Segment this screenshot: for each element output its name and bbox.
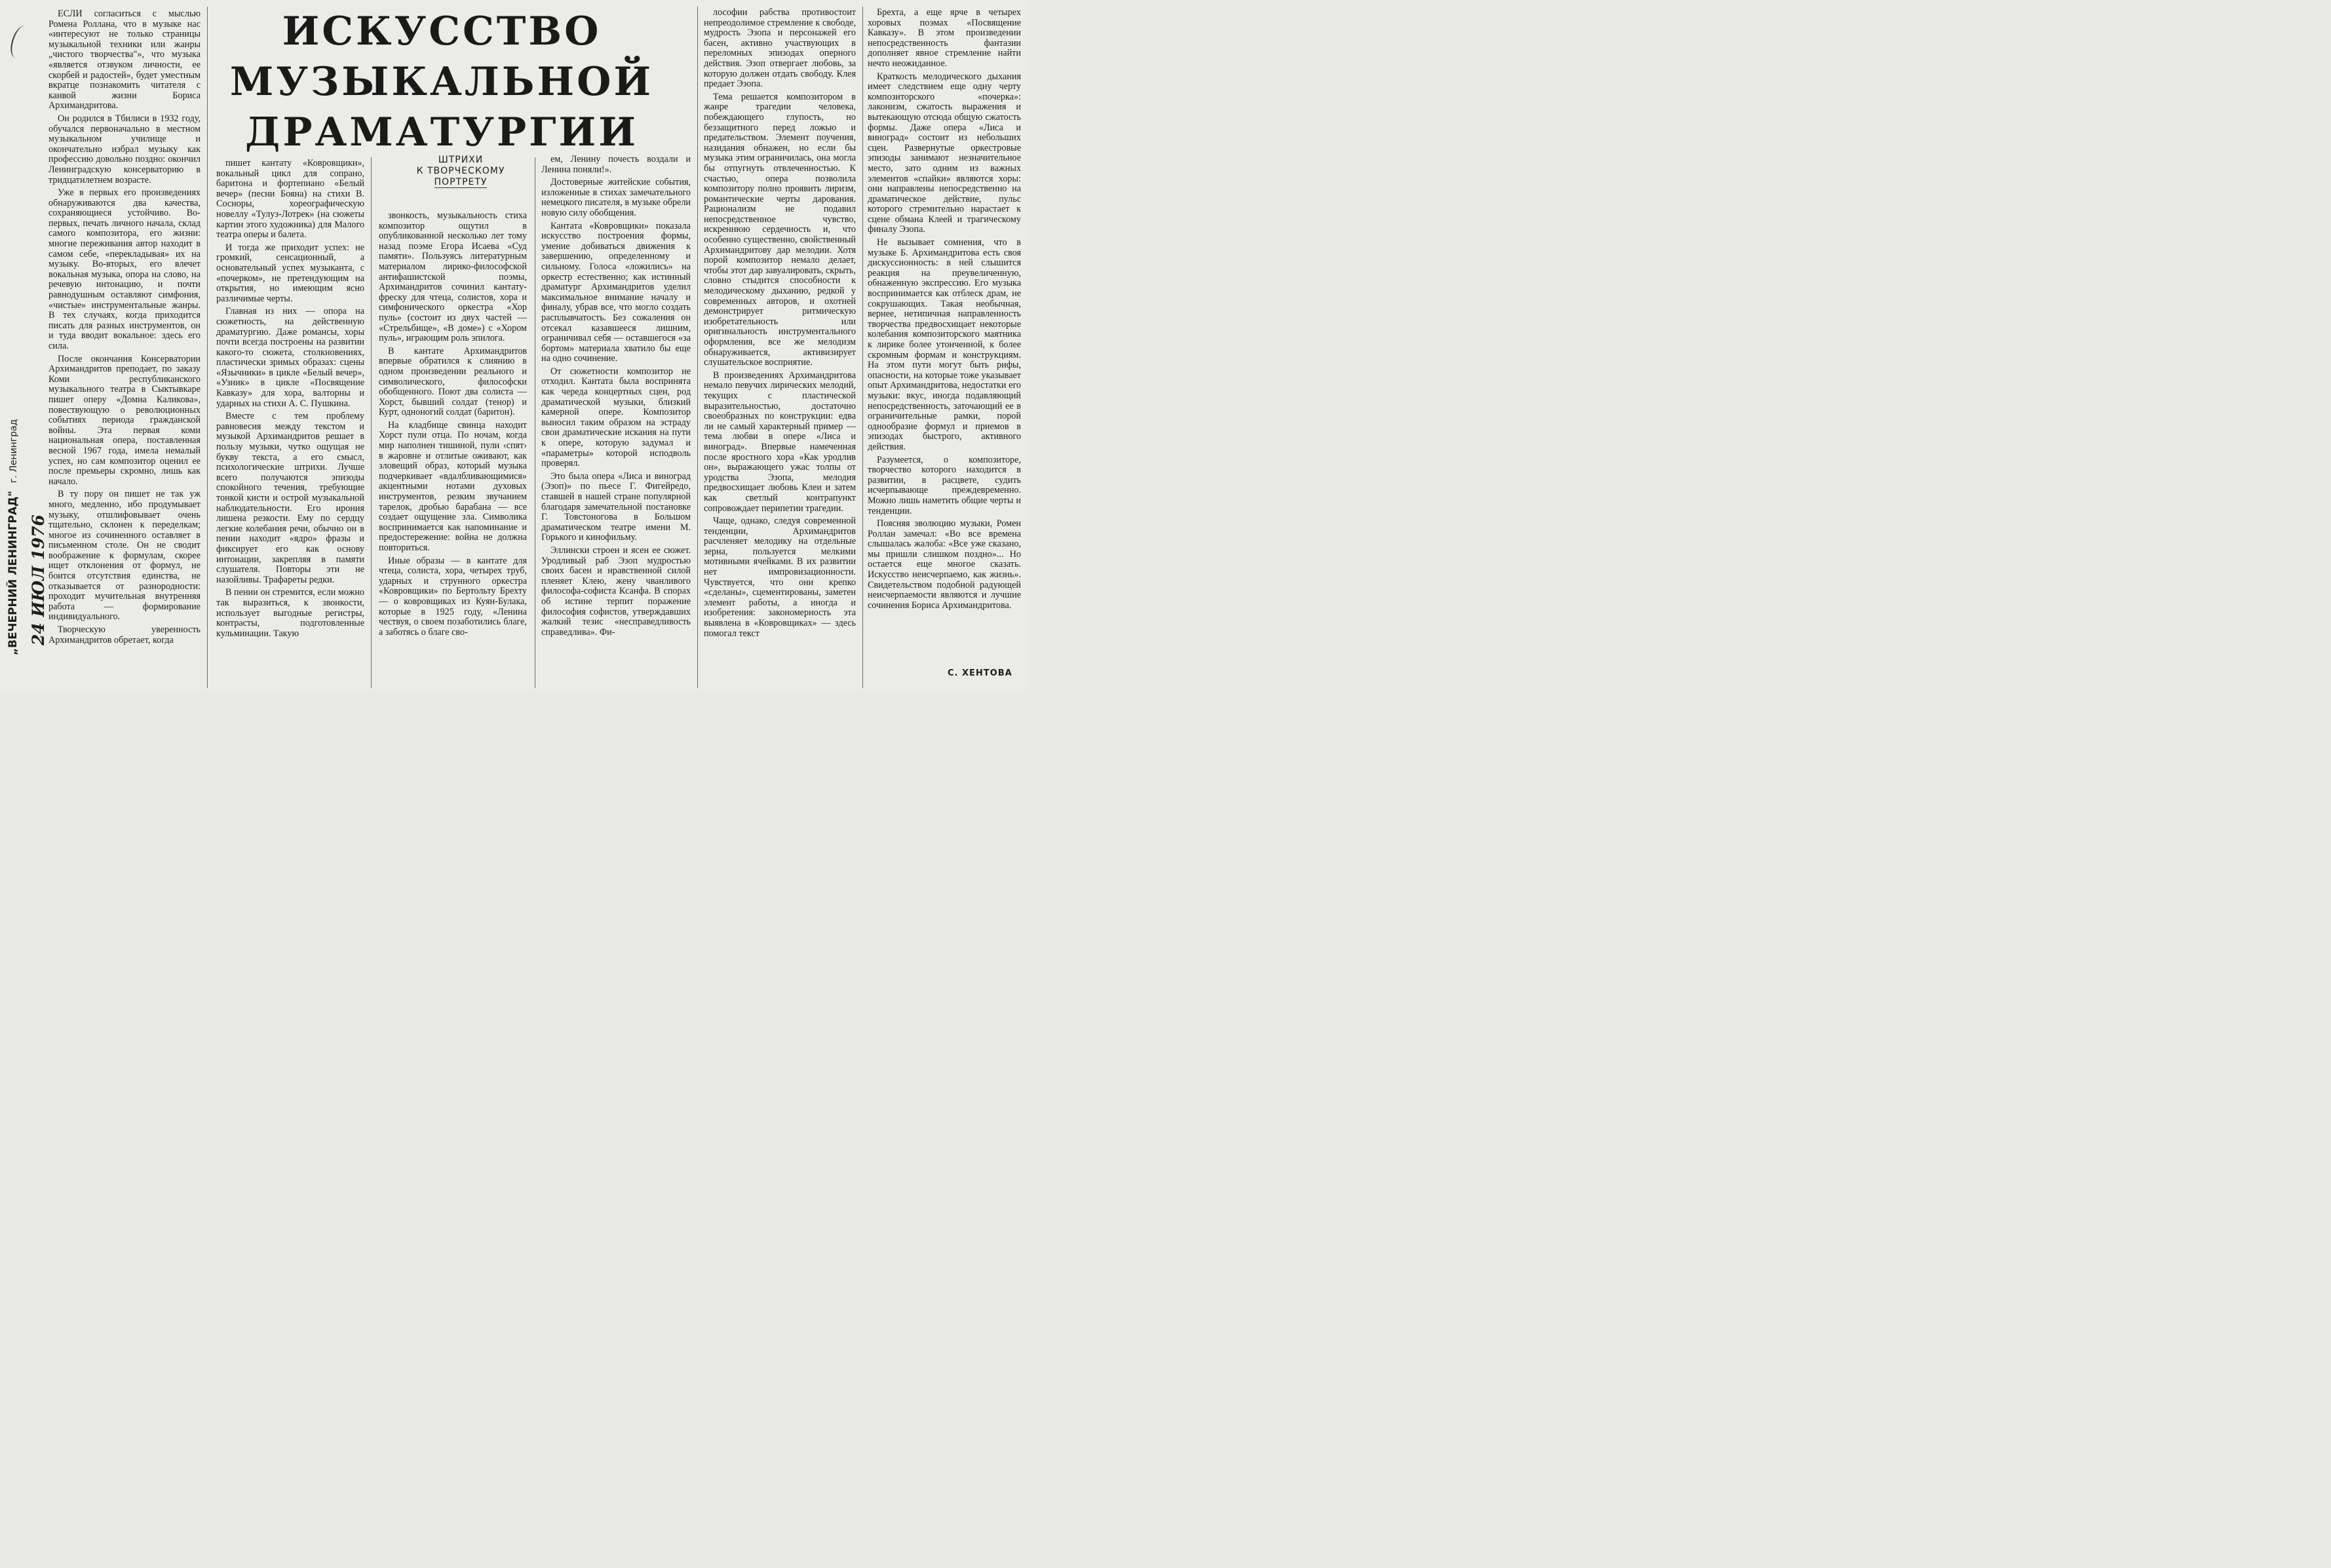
column-paragraph: Тема решается композитором в жанре трагедии человека, побеждающего глупость, но беззащитного перед ложью и предательством. Элемент поучения, назидания обнажен, но если бы музыка этим ограничилась, она могла бы отпугнуть отвлеченностью. К счастью, опера позволила композитору полно проявить лиризм, романтические черты дарования. Рационализм не подавил непосредственное чувство, искреннюю сердечность и, что особенно существенно, свойственный Архимандритову дар мелодии. Хотя порой композитор немало делает, чтобы этот дар завуалировать, скрыть, словно стыдится способности к мелодическому дыханию, редкой у современных авторов, и охотней демонстрирует ритмическую изобретательность или оригинальность инструментального оформления, все же мелодизм обнаруживается, активизирует слушательское восприятие. xyxy=(704,91,856,368)
column-paragraph: В пении он стремится, если можно так выразиться, к звонкости, использует выгодные регистры, контрасты, подготовленные кульминации. Такую xyxy=(216,587,364,639)
column-paragraph: Брехта, а еще ярче в четырех хоровых поэмах «Посвящение Кавказу». В этом произведении непосредственность фантазии дополняет явное стремление найти нечто неожиданное. xyxy=(868,8,1021,69)
headline-line: ИСКУССТВО xyxy=(282,9,602,54)
newspaper-clipping xyxy=(0,0,1028,691)
column-paragraph: В ту пору он пишет не так уж много, медленно, ибо продумывает музыку, отшлифовывает очень тщательно, склонен к переделкам; многое из сочиненного оставляет в письменном столе. Он не сводит воображение к формулам, скорее ищет отклонения от формул, не боится отсутствия единства, не отказывается от разнородности: проходит мучительная внутренняя работа — формирование индивидуального. xyxy=(48,489,201,622)
column-paragraph: После окончания Консерватории Архимандритов преподает, по заказу Коми республиканского музыкального театра в Сыктывкаре пишет оперу «Домна Каликова», повествующую о революционных событиях периода гражданской войны. Эта первая коми национальная опера, поставленная весной 1967 года, имела немалый успех, но сам композитор оценил ее после премьеры скромно, лишь как начало. xyxy=(48,353,201,487)
column-paragraph: Чаще, однако, следуя современной тенденции, Архимандритов расчленяет мелодику на отдельные зерна, пользуется мелкими мотивными ячейками. В их развитии нет импровизационности. Чувствуется, что они крепко «сделаны», сцементированы, заметен элемент работы, а иногда и изобретения: закономерность эта выявлена в «Ковровщиках» — здесь помогал текст xyxy=(704,516,856,639)
column-paragraph: ем, Ленину почесть воздали и Ленина поняли!». xyxy=(541,155,691,175)
pencil-mark xyxy=(9,24,33,61)
subtitle-line-text: ПОРТРЕТУ xyxy=(434,177,488,187)
column-paragraph: пишет кантату «Ковровщики», вокальный цикл для сопрано, баритона и фортепиано «Белый вечер» (песни Бояна) на стихи В. Сосноры, хореографическую новеллу «Тулуз-Лотрек» (на сюжеты картин этого художника) для Малого театра оперы и балета. xyxy=(216,159,364,240)
stamp-city: г. Ленинград xyxy=(9,419,19,484)
column-paragraph: Поясняя эволюцию музыки, Ромен Роллан замечал: «Во все времена слышалась жалоба: «Все уже сказано, мы пришли слишком поздно»... Но остается еще многое сказать. Искусство неисчерпаемо, как жизнь». Свидетельством подобной радующей неисчерпаемости являются и лучшие сочинения Бориса Архимандритова. xyxy=(868,518,1021,611)
newspaper-stamp xyxy=(7,419,20,655)
date-stamp: 24 ИЮЛ 1976 xyxy=(29,514,48,645)
headline-line: ДРАМАТУРГИИ xyxy=(245,109,638,155)
column-paragraph: Не вызывает сомнения, что в музыке Б. Архимандритова есть своя дискуссионность: в ней слышится реакция на преувеличенную, обнаженную экспрессию. Его музыка воспринимается как отблеск драм, не сокрушающих. Такая необычная, вернее, нетипичная направленность творчества предвосхищает некоторые колебания композиторского маятника к лирике более утонченной, к более скромным формам и конструкциям. На этом пути могут быть рифы, опасности, на которые тоже указывает опыт Архимандритова, недостатки его музыки: вкус, иногда подавляющий непосредственность, заточающий ее в ограничительные рамки, порой однообразие формул и приемов в эпизодах быстрого, активного действия. xyxy=(868,237,1021,452)
column-6 xyxy=(868,8,1021,663)
column-1 xyxy=(48,9,201,684)
column-paragraph: Главная из них — опора на сюжетность, на действенную драматургию. Даже романсы, хоры почти всегда построены на развитии какого-то сюжета, столкновениях, пластически зримых образах: сцены «Язычники» в цикле «Белый вечер», «Узник» в цикле «Посвящение Кавказу» для хора, валторны и ударных на стихи А. С. Пушкина. xyxy=(216,306,364,409)
column-paragraph: лософии рабства противостоит непреодолимое стремление к свободе, мудрость Эзопа и персонажей его басен, активно участвующих в переломных эпизодах оперного действия. Эзоп отвергает любовь, за которую должен отдать свободу. Клея предает Эзопа. xyxy=(704,8,856,90)
column-rule xyxy=(862,7,863,688)
column-paragraph: Краткость мелодического дыхания имеет следствием еще одну черту композиторского «почерка»: лаконизм, сжатость выражения и вытекающую отсюда общую сжатость формы. Даже опера «Лиса и виноград» состоит из небольших сцен. Развернутые оркестровые эпизоды занимают незначительное место, зато одним из важных элементов «спайки» являются хоры: они направлены непосредственно на драматическое действие, пульс которого стремительно нарастает к сцене обмана Клеей и трагическому финалу Эзопа. xyxy=(868,71,1021,235)
column-paragraph: В кантате Архимандритов впервые обратился к слиянию в одном произведении реального и символического, философски обобщенного. Поют два солиста — Хорст, бывший солдат (тенор) и Курт, одноногий солдат (баритон). xyxy=(379,345,527,418)
author-signature: С. ХЕНТОВА xyxy=(948,668,1012,678)
column-paragraph: Эллински строен и ясен ее сюжет. Уродливый раб Эзоп мудростью своих басен и нравственной силой пленяет Клею, жену чванливого философа-софиста Ксанфа. В спорах об истине терпит поражение философия софистов, утверждавших жалкий тезис «несправедливость справедлива». Фи- xyxy=(541,545,691,638)
column-paragraph: Разумеется, о композиторе, творчество которого находится в развитии, в расцвете, судить исчерпывающе преждевременно. Можно лишь наметить общие черты и тенденции. xyxy=(868,454,1021,516)
column-paragraph: Это была опера «Лиса и виноград (Эзоп)» по пьесе Г. Фигейредо, ставшей в нашей стране популярной благодаря замечательной постановке Г. Товстоногова в Большом драматическом театре имени М. Горького и кинофильму. xyxy=(541,470,691,543)
article-headline xyxy=(215,7,668,158)
column-rule xyxy=(371,157,372,688)
column-4 xyxy=(541,155,691,687)
headline-line: МУЗЫКАЛЬНОЙ xyxy=(229,59,654,105)
column-paragraph: ЕСЛИ согласиться с мыслью Ромена Роллана, что в музыке нас «интересуют не только страницы музыкальной техники или жанры „чистого творчества"», что музыка «является отзвуком личности, ее скорбей и радостей», будет уместным вкратце познакомить читателя с канвой жизни Бориса Архимандритова. xyxy=(48,9,201,111)
column-paragraph: Вместе с тем проблему равновесия между текстом и музыкой Архимандритов решает в пользу музыки, чутко ощущая не букву текста, а его смысл, психологические штрихи. Лучше всего получаются эпизоды спокойного течения, требующие тонкой кисти и острой музыкальной наблюдательности. Его ирония лишена резкости. Ему по сердцу легкие колебания речи, обычно он в пении находит «ядро» фразы и фиксирует его как основу интонации, закрепляя в памяти слушателя. Повторы эти не назойливы. Трафареты редки. xyxy=(216,411,364,585)
column-paragraph: Иные образы — в кантате для чтеца, солиста, хора, четырех труб, ударных и струнного оркестра «Ковровщики» по Бертольту Брехту — о ковровщиках из Куян-Булака, которые в 1925 году, «Ленина чествуя, о своем позаботились благе, а заботясь о благе сво- xyxy=(379,555,527,638)
column-paragraph: Уже в первых его произведениях обнаруживаются два качества, сохраняющиеся устойчиво. Во-первых, печать личного начала, склад самого композитора, его жизни: многие переживания автор находит в самом себе, «перекладывая» их на музыку. Во-вторых, его влечет вокальная музыка, опора на слово, на речевую интонацию, и почти равнодушным оставляют симфония, «чистые» инструментальные жанры. В тех случаях, когда приходится писать для разных инструментов, он и туда вводит вокальное: здесь его сила. xyxy=(48,187,201,351)
column-paragraph: Он родился в Тбилиси в 1932 году, обучался первоначально в местном музыкальном училище и окончательно избрал музыку как профессию довольно поздно: окончил Ленинградскую консерваторию в тридцатилетнем возрасте. xyxy=(48,113,201,185)
column-paragraph: И тогда же приходит успех: не громкий, сенсационный, а основательный успех музыканта, с «почерком», не претендующим на открытия, но имеющим ясно различимые черты. xyxy=(216,242,364,304)
column-paragraph: На кладбище свинца находит Хорст пули отца. По ночам, когда мир наполнен тишиной, пули ‹спят› в жаровне и отлитые оживают, как зловещий образ, который музыка подчеркивает «вдалбливающимися» акцентными нотами духовых инструментов, резким звучанием тарелок, дробью барабана — все создает ощущение зла. Символика воспринимается как напоминание и предостережение: война не должна повториться. xyxy=(379,419,527,553)
column-paragraph: От сюжетности композитор не отходил. Кантата была воспринята как череда концертных сцен, род драматической музыки, близкий камерной опере. Композитор выносил таким образом на эстраду свои драматические искания на пути к опере, которую задумал и «параметры» которой исподволь проверял. xyxy=(541,366,691,469)
column-5 xyxy=(704,8,856,687)
column-2 xyxy=(216,159,364,687)
column-paragraph: В произведениях Архимандритова немало певучих лирических мелодий, текущих с пластической выразительностью, достаточно своеобразных по конструкции: едва ли не самый характерный пример — тема любви в опере «Лиса и виноград». Впервые намеченная после яростного хора «Как уродлив он», выражающего ужас толпы от уродства Эзопа, мелодия предвосхищает любовь Клеи и затем как светлый контрапункт сопровождает перипетии трагедии. xyxy=(704,370,856,514)
column-rule xyxy=(207,7,208,688)
column-paragraph: звонкость, музыкальность стиха композитор ощутил в опубликованной несколько лет тому назад поэме Егора Исаева «Суд памяти». Пользуясь литературным материалом лирико-философской антифашистской поэмы, Архимандритов сочинил кантату-фреску для чтеца, солистов, хора и симфонического оркестра «Хор пуль» (состоит из двух частей — «Стрельбище», «В доме») с «Хором пуль», играющим роль эпилога. xyxy=(379,211,527,344)
subtitle-line: К ТВОРЧЕСКОМУ xyxy=(416,166,505,176)
stamp-newspaper-name: „ВЕЧЕРНИЙ ЛЕНИНГРАД" xyxy=(7,490,20,655)
subtitle-line xyxy=(413,177,509,188)
column-paragraph: Кантата «Ковровщики» показала искусство построения формы, умение добиваться движения к завершению, определенному и сильному. Голоса «ложились» на оркестр естественно; как истинный драматург Архимандритов уделил максимальное внимание началу и финалу, убрав все, что могло создать расплывчатость. Без сожаления он отсекал казавшееся лишним, ограничивал себя — оставшегося «за бортом» материала хватило бы еще на одно сочинение. xyxy=(541,220,691,364)
subtitle-line: ШТРИХИ xyxy=(438,155,484,165)
column-paragraph: Достоверные житейские события, изложенные в стихах замечательного немецкого писателя, в музыке обрели новую силу обобщения. xyxy=(541,177,691,218)
column-3 xyxy=(379,211,527,687)
column-rule xyxy=(697,7,698,688)
article-subtitle xyxy=(413,155,509,188)
column-paragraph: Творческую уверенность Архимандритов обретает, когда xyxy=(48,624,201,645)
